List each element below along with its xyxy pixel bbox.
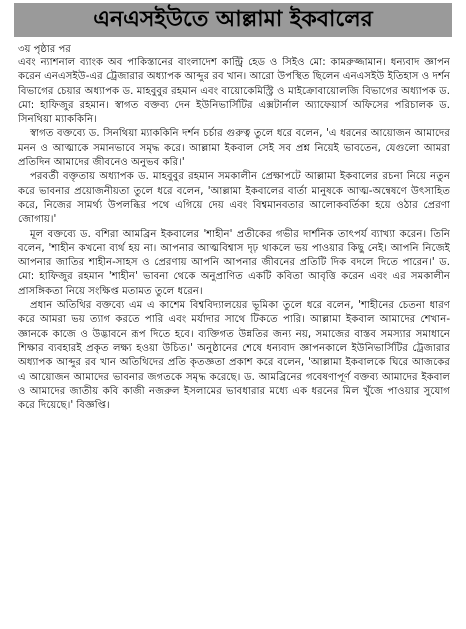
- continued-from-label: ৩য় পৃষ্ঠার পর: [18, 44, 71, 55]
- paragraph: পরবর্তী বক্তৃতায় অধ্যাপক ড. মাহবুবুর রহমান সমকালীন প্রেক্ষাপটে আল্লামা ইকবালের রচনা নিয়ে নতুন করে ভাবনার প্রয়োজনীয়তা তুলে ধরে বলেন, 'আল্লামা ইকবালের বার্তা মানুষকে আত্ম-অন্বেষণে উৎসাহিত করে, নিজের সামর্থ্য উপলব্ধির পথে এগিয়ে দেয় এবং বিশ্বমানবতার আলোকবর্তিকা হয়ে ওঠার প্রেরণা জোগায়।': [18, 171, 450, 226]
- article-headline: এনএসইউতে আল্লামা ইকবালের: [14, 3, 452, 37]
- article-body: [18, 56, 450, 624]
- paragraph: স্বাগত বক্তব্যে ড. সিনথিয়া ম্যাককিনি দর্শন চর্চার গুরুত্ব তুলে ধরে বলেন, 'এ ধরনের আয়োজন আমাদের মনন ও আত্মাকে সমানভাবে সমৃদ্ধ করে। আল্লামা ইকবাল সেই সব প্রশ্ন নিয়েই ভাবতেন, যেগুলো আমরা প্রতিদিন আমাদের জীবনেও অনুভব করি।': [18, 128, 450, 169]
- paragraph: এবং ন্যাশনাল ব্যাংক অব পাকিস্তানের বাংলাদেশ কান্ট্রি হেড ও সিইও মো: কামরুজ্জামান। ধন্যবাদ জ্ঞাপন করেন এনএসইউ-এর ট্রেজারার অধ্যাপক আব্দুর রব খান। আরো উপস্থিত ছিলেন এনএসইউ ইতিহাস ও দর্শন বিভাগের চেয়ার অধ্যাপক ড. মাহবুবুর রহমান এবং বায়োকেমিস্ট্রি ও মাইক্রোবায়োলজি বিভাগের অধ্যাপক ড. মো: হাফিজুর রহমান। স্বাগত বক্তব্য দেন ইউনিভার্সিটির এক্সটার্নাল অ্যাফেয়ার্স অফিসের পরিচালক ড. সিনথিয়া ম্যাককিনি।: [18, 57, 450, 126]
- paragraph: প্রধান অতিথির বক্তব্যে এম এ কাশেম বিশ্ববিদ্যালয়ের ভূমিকা তুলে ধরে বলেন, 'শাহীনের চেতনা ধারণ করে আমরা ভয় ত্যাগ করতে পারি এবং মর্যাদার সাথে টিকতে পারি। আল্লামা ইকবাল আমাদের শেখান- জ্ঞানকে কাজে ও উদ্ভাবনে রূপ দিতে হবে। ব্যক্তিগত উন্নতির জন্য নয়, সমাজের বাস্তব সমস্যার সমাধানে শিক্ষার ব্যবহারই প্রকৃত লক্ষ্য হওয়া উচিত।' অনুষ্ঠানের শেষে ধন্যবাদ জ্ঞাপনকালে ইউনিভার্সিটির ট্রেজারার অধ্যাপক আব্দুর রব খান অতিথিদের প্রতি কৃতজ্ঞতা প্রকাশ করে বলেন, 'আল্লামা ইকবালকে ঘিরে আজকের এ আয়োজন আমাদের ভাবনার জগতকে সমৃদ্ধ করেছে। ড. আমব্রিনের গবেষণাপূর্ণ বক্তব্য আমাদের ইকবাল ও আমাদের জাতীয় কবি কাজী নজরুল ইসলামের ভাবধারার মধ্যে এক ধরনের মিল খুঁজে পাওয়ার সুযোগ করে দিয়েছে।' বিজ্ঞপ্তি।: [18, 300, 450, 412]
- paragraph: মূল বক্তব্যে ড. বশিরা আমব্রিন ইকবালের 'শাহীন' প্রতীকের গভীর দার্শনিক তাৎপর্য ব্যাখ্যা করেন। তিনি বলেন, 'শাহীন কখনো ব্যর্থ হয় না। আপনার আত্মবিশ্বাস দৃঢ় থাকলে ভয় পাওয়ার কিছু নেই। আপনি নিজেই আপনার জাতির শাহীন-সাহস ও প্রেরণায় আপনি আপনার জীবনের প্রতিটি দিক বদলে দিতে পারেন।' ড. মো: হাফিজুর রহমান 'শাহীন' ভাবনা থেকে অনুপ্রাণিত একটি কবিতা আবৃত্তি করেন এবং এর সমকালীন প্রাসঙ্গিকতা নিয়ে সংক্ষিপ্ত মতামত তুলে ধরেন।: [18, 228, 450, 297]
